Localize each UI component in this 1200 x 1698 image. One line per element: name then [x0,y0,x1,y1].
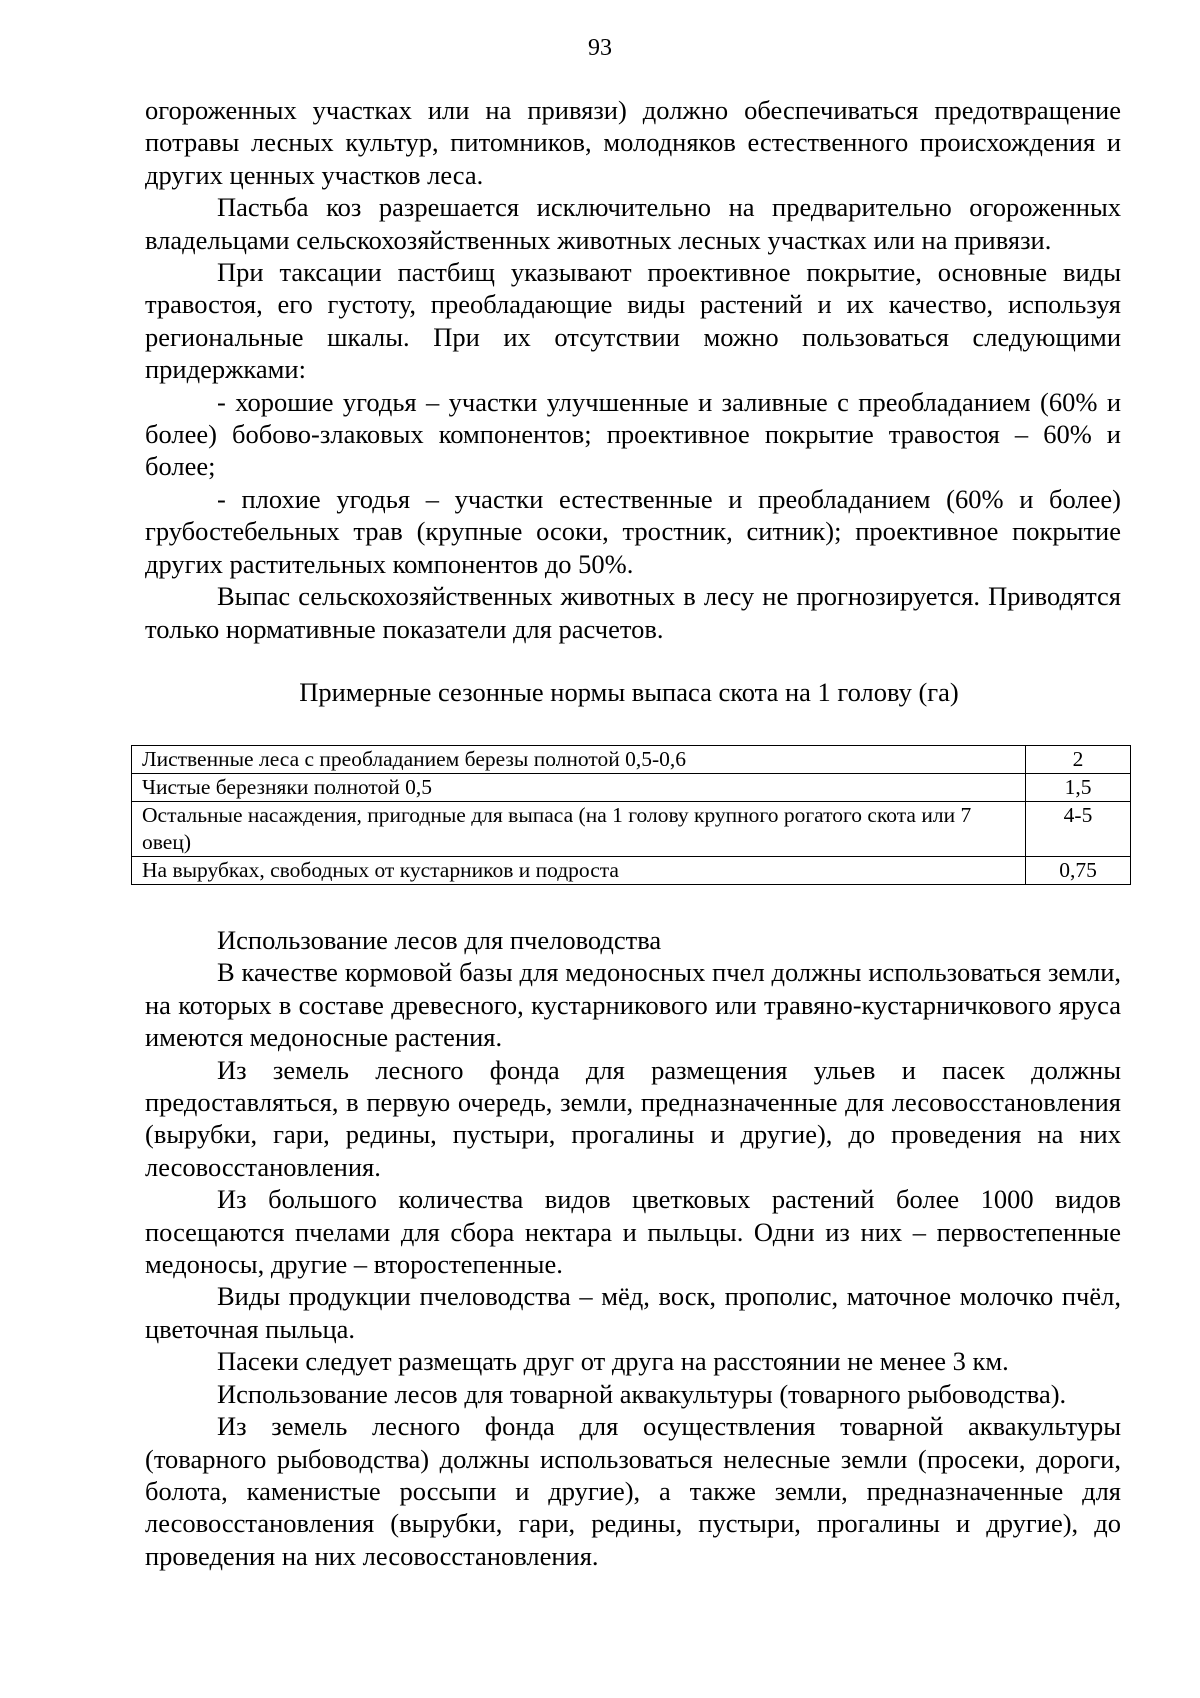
paragraph: Виды продукции пчеловодства – мёд, воск, прополис, маточное молочко пчёл, цветочная пыльца. [145,1281,1121,1344]
table-cell-description: Лиственные леса с преобладанием березы полнотой 0,5-0,6 [132,746,1026,774]
paragraph: - плохие угодья – участки естественные и преобладанием (60% и более) грубостебельных трав (крупные осоки, тростник, ситник); проективное покрытие других растительных компонентов до 50%. [145,483,1121,579]
paragraph: Пасеки следует размещать друг от друга на расстоянии не менее 3 км. [217,1346,1009,1377]
text-block-beekeeping [145,924,1121,1572]
paragraph: - хорошие угодья – участки улучшенные и заливные с преобладанием (60% и более) бобово-злаковых компонентов; проективное покрытие травостоя – 60% и более; [145,386,1121,482]
text-block-grazing [145,94,1121,645]
table-cell-value: 2 [1026,746,1131,774]
table-cell-description: Остальные насаждения, пригодные для выпаса (на 1 голову крупного рогатого скота или 7 овец) [132,802,1026,857]
table-cell-value: 0,75 [1026,857,1131,885]
page-number: 93 [588,35,612,61]
table-cell-value: 1,5 [1026,774,1131,802]
table-row [132,857,1131,885]
table-row [132,802,1131,857]
paragraph: Из земель лесного фонда для осуществления товарной аквакультуры (товарного рыбоводства) должны использоваться нелесные земли (просеки, дороги, болота, каменистые россыпи и другие), а также земли, предназначенные для лесовосстановления (вырубки, гари, редины, пустыри, прогалины и другие), до проведения на них лесовосстановления. [145,1411,1121,1571]
paragraph: Из большого количества видов цветковых растений более 1000 видов посещаются пчелами для сбора нектара и пыльцы. Одни из них – первостепенные медоносы, другие – второстепенные. [145,1184,1121,1280]
table-title: Примерные сезонные нормы выпаса скота на 1 голову (га) [299,677,959,707]
paragraph: Выпас сельскохозяйственных животных в лесу не прогнозируется. Приводятся только нормативные показатели для расчетов. [145,581,1121,644]
table-cell-description: На вырубках, свободных от кустарников и подроста [132,857,1026,885]
table-cell-description: Чистые березняки полнотой 0,5 [132,774,1026,802]
table-cell-value: 4-5 [1026,802,1131,857]
grazing-norms-table [131,745,1131,885]
paragraph: огороженных участках или на привязи) должно обеспечиваться предотвращение потравы лесных культур, питомников, молодняков естественного происхождения и других ценных участков леса. [145,95,1121,190]
section-heading: Использование лесов для пчеловодства [217,925,662,955]
table-row [132,746,1131,774]
paragraph: Из земель лесного фонда для размещения ульев и пасек должны предоставляться, в первую очередь, земли, предназначенные для лесовосстановления (вырубки, гари, редины, пустыри, прогалины и другие), до проведения на них лесовосстановления. [145,1054,1121,1182]
table-row [132,774,1131,802]
paragraph: В качестве кормовой базы для медоносных пчел должны использоваться земли, на которых в составе древесного, кустарникового или травяно-кустарничкового яруса имеются медоносные растения. [145,957,1121,1053]
paragraph: Пастьба коз разрешается исключительно на предварительно огороженных владельцами сельскохозяйственных животных лесных участках или на привязи. [145,192,1121,255]
section-heading: Использование лесов для товарной аквакультуры (товарного рыбоводства). [217,1378,1067,1409]
paragraph: При таксации пастбищ указывают проективное покрытие, основные виды травостоя, его густоту, преобладающие виды растений и их качество, используя региональные шкалы. При их отсутствии можно пользоваться следующими придержками: [145,257,1121,385]
